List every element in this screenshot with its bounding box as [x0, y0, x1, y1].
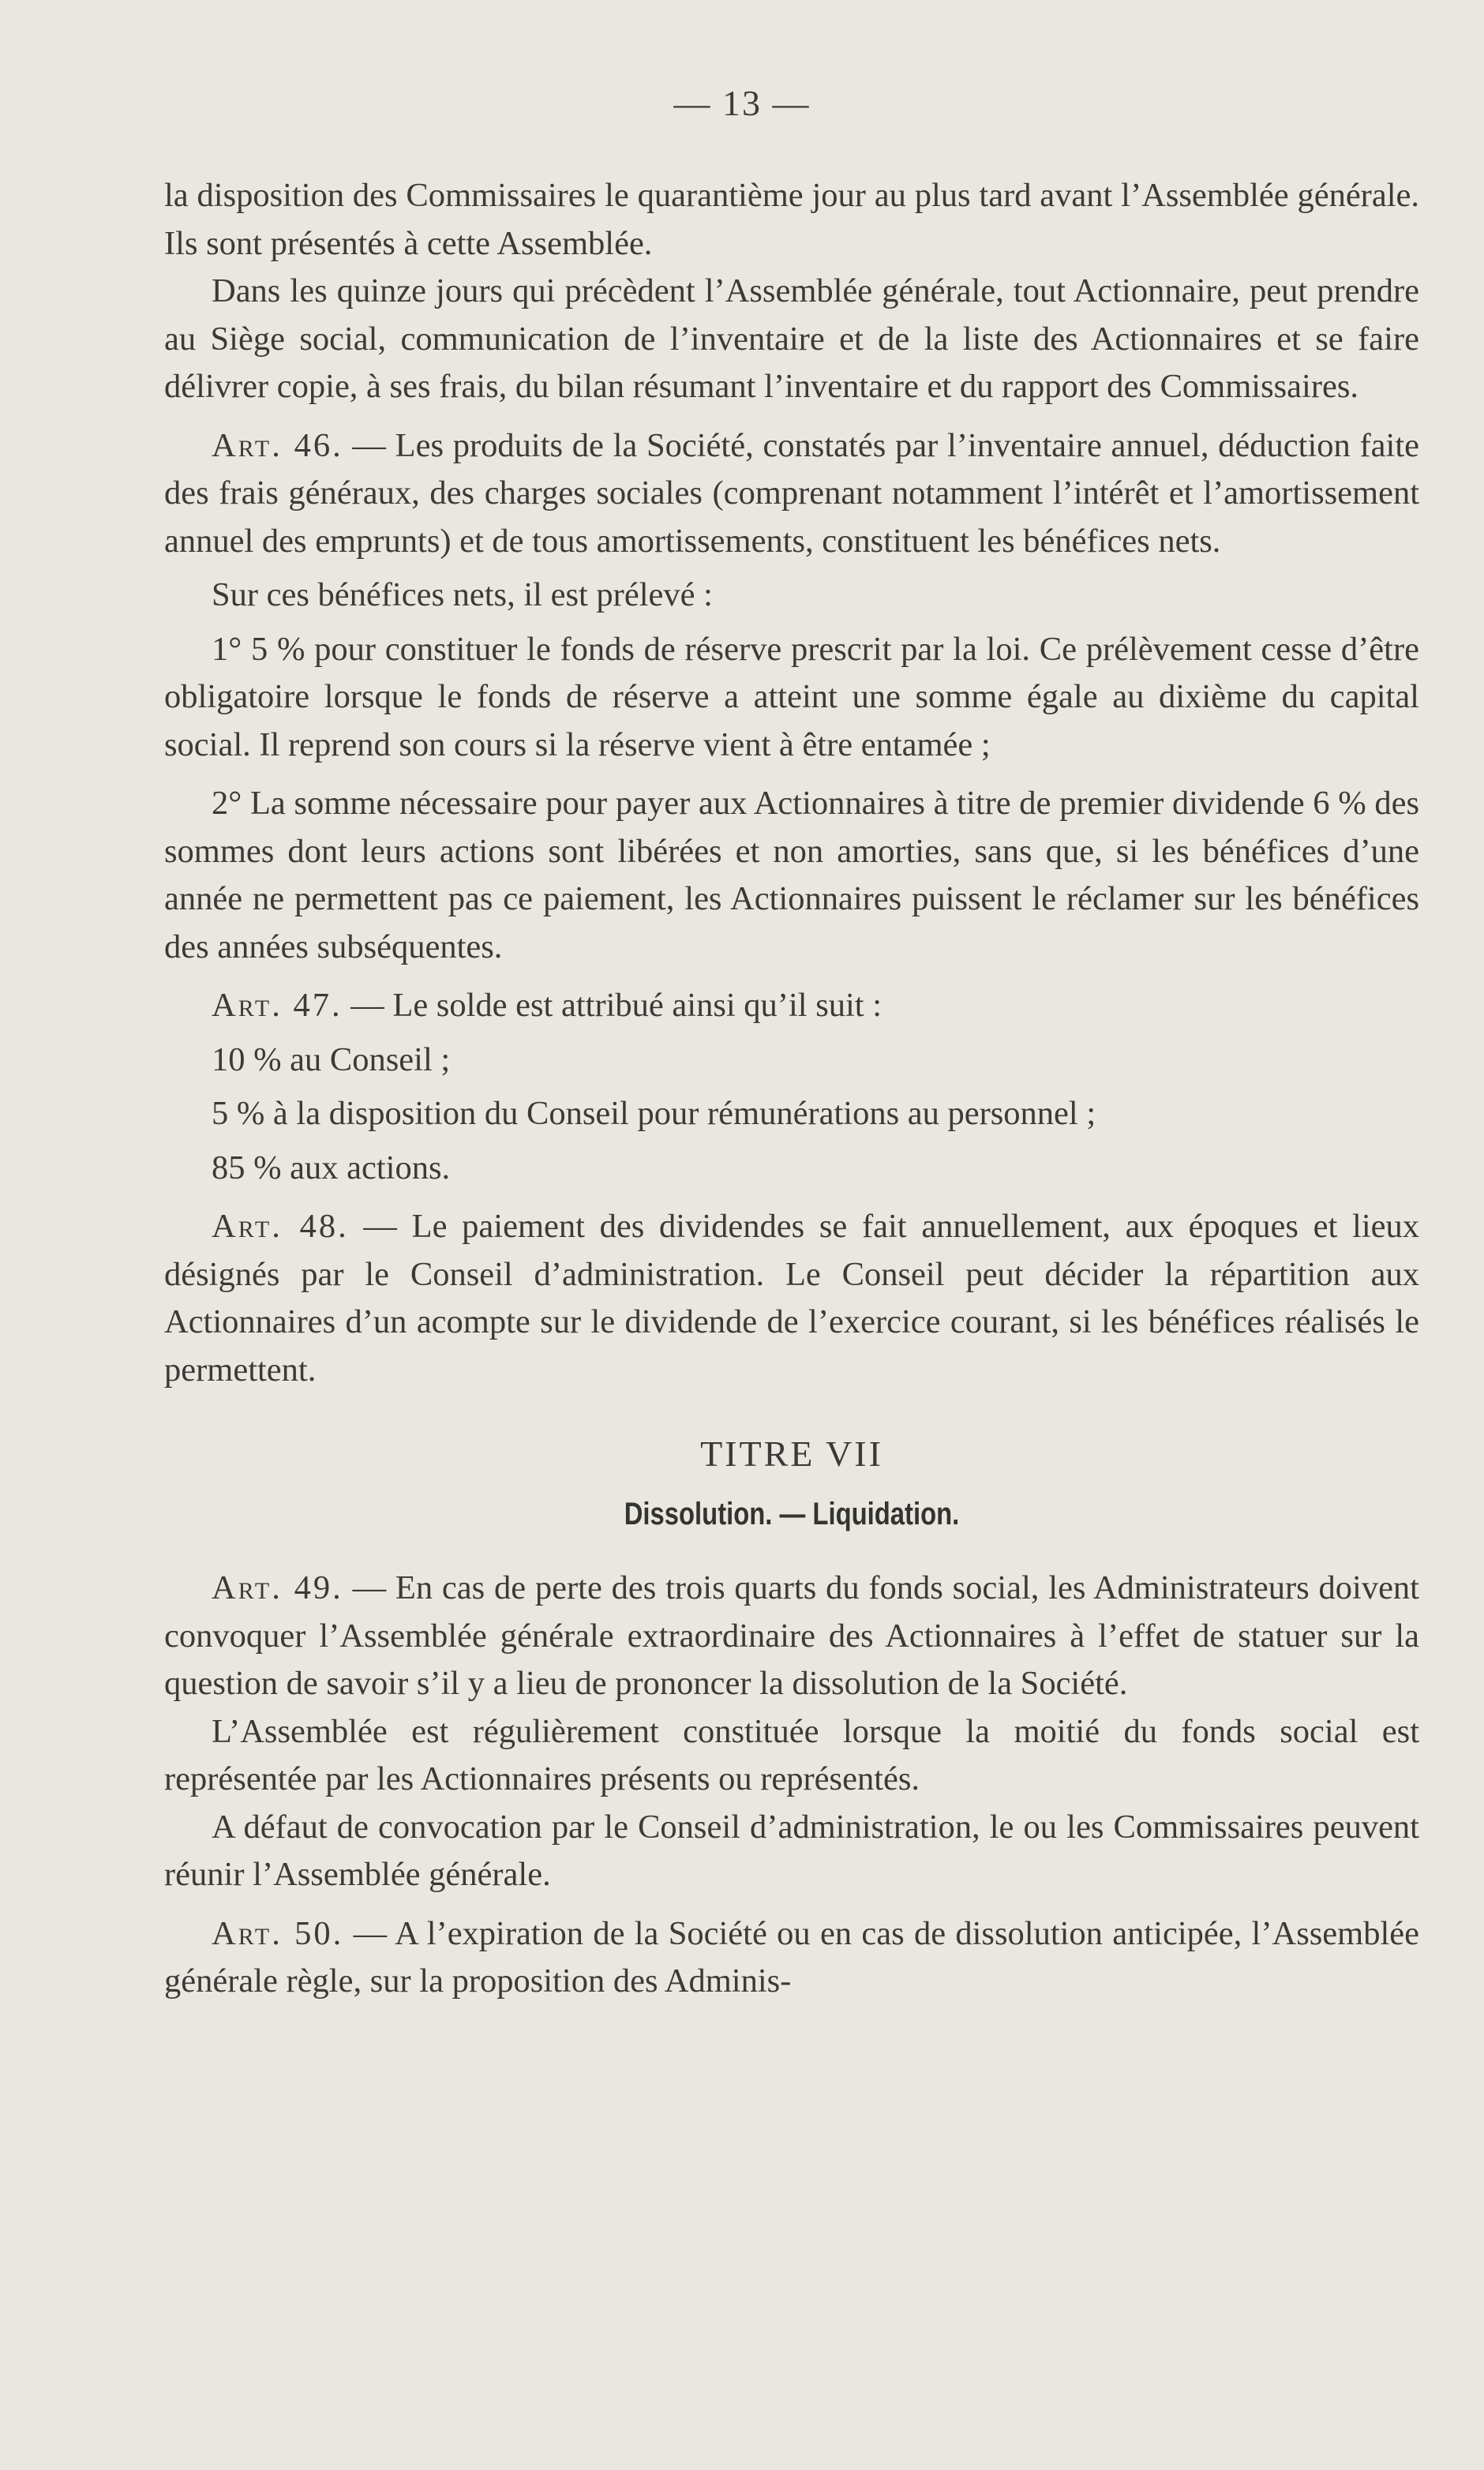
paragraph-inventory-access: Dans les quinze jours qui précèdent l’Assemblée générale, tout Actionnaire, peut prendre au Siège social, communication de l’inventaire et de la liste des Actionnaires et se faire délivrer copie, à ses frais, du bilan résumant l’inventaire et du rapport des Commissaires.	[164, 272, 1419, 405]
article-48	[164, 1203, 1419, 1394]
allocation-shares: 85 % aux actions.	[212, 1149, 451, 1186]
paragraph-levy-intro: Sur ces bénéfices nets, il est prélevé :	[212, 576, 713, 613]
paragraph-quorum: L’Assemblée est régulièrement constituée lorsque la moitié du fonds social est représentée par les Actionnaires présents ou représentés.	[164, 1712, 1419, 1797]
allocation-council: 10 % au Conseil ;	[212, 1040, 451, 1078]
article-47-label: Art. 47.	[212, 987, 343, 1024]
article-46	[164, 422, 1419, 566]
paragraph-continuation: la disposition des Commissaires le quarantième jour au plus tard avant l’Assemblée générale. Ils sont présentés à cette Assemblée.	[164, 177, 1419, 262]
article-49-label: Art. 49.	[212, 1569, 343, 1606]
section-subtitle: Dissolution. — Liquidation.	[624, 1497, 960, 1531]
page-number: — 13 —	[673, 83, 811, 123]
paragraph-reserve-fund: 1° 5 % pour constituer le fonds de réserve prescrit par la loi. Ce prélèvement cesse d’être obligatoire lorsque le fonds de réserve a atteint une somme égale au dixième du capital social. Il reprend son cours si la réserve vient à être entamée ;	[164, 630, 1419, 763]
article-49-text: — En cas de perte des trois quarts du fonds social, les Administrateurs doivent convoquer l’Assemblée générale extraordinaire des Actionnaires à l’effet de statuer sur la question de savoir s’il y a lieu de prononcer la dissolution de la Société.	[164, 1569, 1419, 1702]
article-46-label: Art. 46.	[212, 426, 343, 464]
article-47	[164, 982, 1419, 1030]
article-50-text: — A l’expiration de la Société ou en cas de dissolution anticipée, l’Assemblée générale règle, sur la proposition des Adminis-	[164, 1914, 1419, 2000]
article-47-text: — Le solde est attribué ainsi qu’il suit :	[342, 987, 883, 1024]
article-50-label: Art. 50.	[212, 1914, 344, 1952]
allocation-personnel: 5 % à la disposition du Conseil pour rémunérations au personnel ;	[212, 1095, 1096, 1132]
article-48-text: — Le paiement des dividendes se fait annuellement, aux époques et lieux désignés par le Conseil d’administration. Le Conseil peut décider la répartition aux Actionnaires d’un acompte sur le dividende de l’exercice courant, si les bénéfices réalisés le permettent.	[164, 1208, 1420, 1389]
article-46-text: — Les produits de la Société, constatés par l’inventaire annuel, déduction faite des frais généraux, des charges sociales (comprenant notamment l’intérêt et l’amortissement annuel des emprunts) et de tous amortissements, constituent les bénéfices nets.	[164, 426, 1419, 560]
paragraph-commissaires-convene: A défaut de convocation par le Conseil d’administration, le ou les Commissaires peuvent réunir l’Assemblée générale.	[164, 1808, 1419, 1893]
section-title: TITRE VII	[700, 1434, 883, 1474]
article-50	[164, 1910, 1419, 2006]
paragraph-first-dividend: 2° La somme nécessaire pour payer aux Actionnaires à titre de premier dividende 6 % des sommes dont leurs actions sont libérées et non amorties, sans que, si les bénéfices d’une année ne permettent pas ce paiement, les Actionnaires puissent le réclamer sur les bénéfices des années subséquentes.	[164, 785, 1419, 965]
body-text	[164, 172, 1419, 2006]
article-48-label: Art. 48.	[212, 1208, 349, 1245]
article-49	[164, 1565, 1419, 1708]
